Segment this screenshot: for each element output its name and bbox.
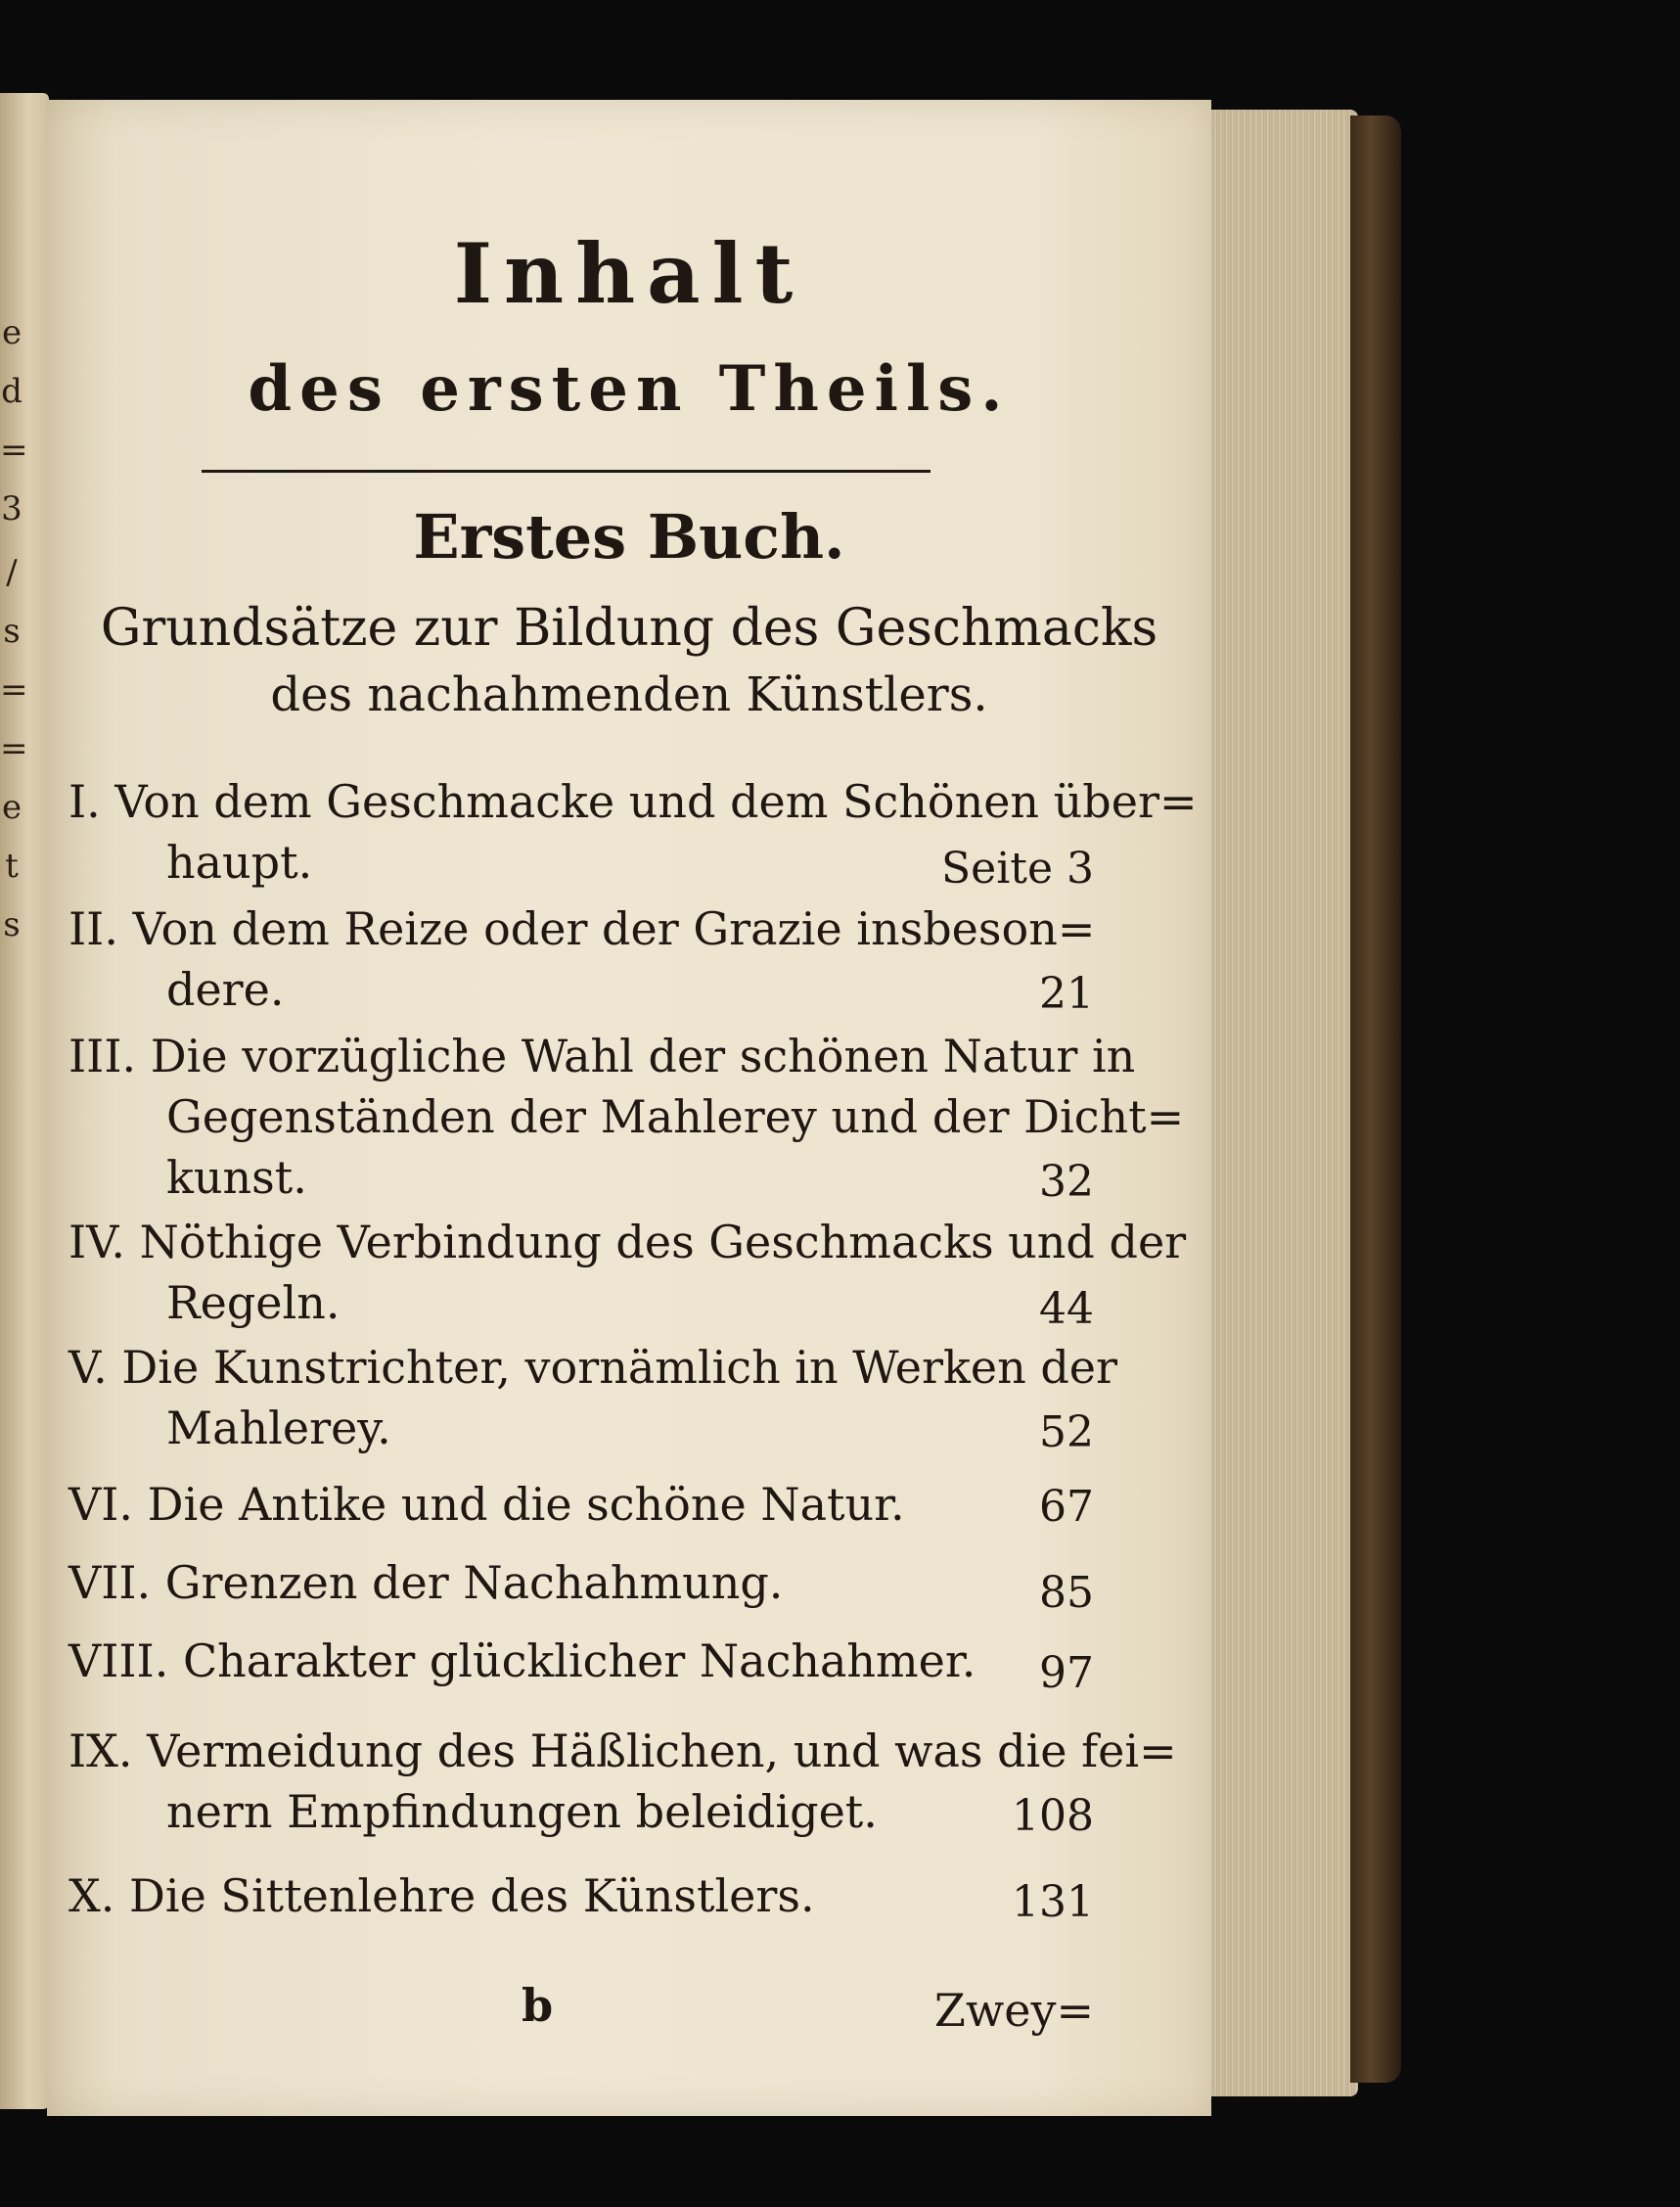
book-topic-line-1: Grundsätze zur Bildung des Geschmacks [100,599,1158,658]
toc-entry-line: dere. [166,963,285,1016]
left-page-fragment: e [1,788,23,827]
toc-page-number: 108 [1012,1791,1094,1841]
right-page [47,100,1211,2116]
toc-entry-line: II. Von dem Reize oder der Grazie insbeson= [68,902,1096,955]
left-page-fragment: e [1,313,23,352]
toc-entry-line: IX. Vermeidung des Häßlichen, und was die fei= [68,1724,1177,1777]
left-page-fragment: = [0,431,28,470]
book-cover-edge [1350,115,1401,2083]
toc-entry-line: VIII. Charakter glücklicher Nachahmer. [68,1634,976,1687]
signature-mark: b [522,1979,554,2032]
catchword: Zwey= [933,1984,1094,2037]
toc-entry-line: nern Empfindungen beleidiget. [166,1785,878,1838]
toc-page-number: 52 [1039,1407,1094,1457]
left-page-fragment: / [6,553,18,592]
book-heading: Erstes Buch. [413,501,845,573]
book-topic-line-2: des nachahmenden Künstlers. [270,667,988,722]
toc-entry-line: III. Die vorzügliche Wahl der schönen Natur in [68,1030,1136,1082]
left-page-fragment: 3 [1,489,23,529]
page-block-edges [1211,110,1358,2096]
seite-label: Seite 3 [941,844,1094,894]
left-page-edge [0,93,49,2109]
toc-entry-line: V. Die Kunstrichter, vornämlich in Werken der [68,1341,1118,1394]
left-page-fragment: s [3,905,21,944]
toc-entry-line: I. Von dem Geschmacke und dem Schönen über= [68,775,1198,828]
toc-entry-line: IV. Nöthige Verbindung des Geschmacks und der [68,1216,1187,1268]
left-page-fragment: d [1,372,23,411]
left-page-fragment: = [0,729,28,768]
toc-page-number: 32 [1039,1157,1094,1207]
toc-entry-line: Gegenständen der Mahlerey und der Dicht= [166,1090,1185,1143]
title-rule [202,470,931,473]
toc-entry-line: VII. Grenzen der Nachahmung. [68,1556,784,1609]
toc-entry-line: haupt. [166,836,313,889]
toc-entry-line: X. Die Sittenlehre des Künstlers. [68,1869,815,1922]
toc-page-number: 67 [1039,1482,1094,1532]
page-title: Inhalt [453,225,805,322]
toc-entry-line: kunst. [166,1151,307,1204]
toc-page-number: 85 [1039,1568,1094,1618]
toc-entry-line: Regeln. [166,1276,341,1329]
toc-page-number: 44 [1039,1284,1094,1334]
toc-page-number: 131 [1012,1877,1094,1927]
left-page-fragment: = [0,670,28,710]
toc-entry-line: VI. Die Antike und die schöne Natur. [68,1478,905,1531]
toc-page-number: 21 [1039,969,1094,1019]
toc-entry-line: Mahlerey. [166,1402,391,1454]
page-subtitle: des ersten Theils. [248,352,1011,426]
toc-page-number: 97 [1039,1648,1094,1698]
left-page-fragment: s [3,612,21,651]
left-page-fragment: t [5,847,19,886]
